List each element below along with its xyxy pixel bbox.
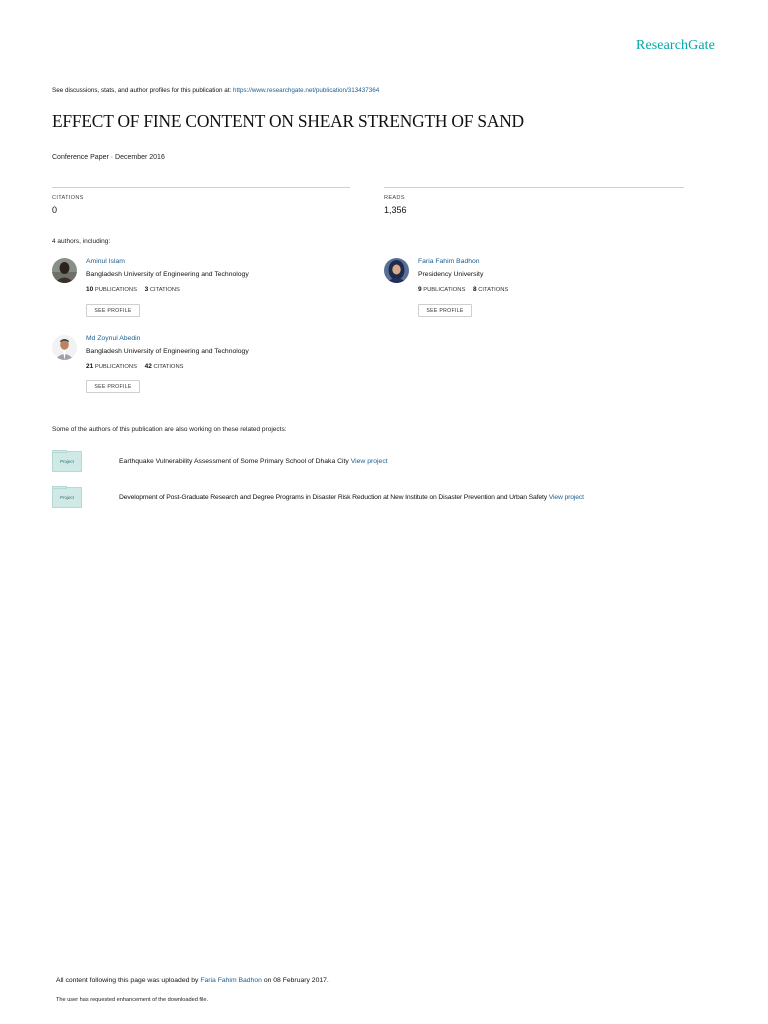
upload-suffix: on 08 February 2017.	[263, 977, 329, 984]
author-affiliation: Bangladesh University of Engineering and Technology	[86, 271, 249, 278]
reads-divider	[384, 187, 684, 188]
project-icon[interactable]	[52, 486, 82, 513]
project-icon-label: Project	[60, 495, 74, 500]
citations-label: CITATIONS	[478, 287, 509, 293]
citations-label: CITATIONS	[153, 364, 184, 370]
citations-value: 0	[52, 205, 58, 215]
publications-label: PUBLICATIONS	[94, 287, 137, 293]
view-project-link[interactable]: View project	[548, 494, 584, 501]
publication-url-link[interactable]: https://www.researchgate.net/publication/313437364	[232, 87, 380, 94]
related-projects-heading: Some of the authors of this publication are also working on these related projects:	[52, 426, 287, 433]
author-photo-icon	[52, 258, 77, 283]
upload-prefix: All content following this page was uploaded by	[56, 977, 199, 984]
publications-count: 10	[86, 286, 94, 293]
author-name-link[interactable]: Md Zoynul Abedin	[86, 335, 141, 342]
uploader-link[interactable]: Faria Fahim Badhon	[200, 977, 262, 984]
author-stats	[86, 363, 184, 370]
publications-count: 21	[86, 363, 94, 370]
author-photo-icon	[384, 258, 409, 283]
see-profile-button[interactable]: SEE PROFILE	[86, 380, 140, 393]
reads-value: 1,356	[384, 205, 407, 215]
researchgate-logo[interactable]: ResearchGate	[636, 38, 715, 53]
publications-label: PUBLICATIONS	[94, 364, 137, 370]
paper-type-date: Conference Paper · December 2016	[52, 154, 165, 161]
see-profile-button[interactable]: SEE PROFILE	[418, 304, 472, 317]
publications-label: PUBLICATIONS	[423, 287, 466, 293]
author-photo-icon	[52, 335, 77, 360]
author-stats	[418, 286, 508, 293]
citations-label: CITATIONS	[52, 195, 84, 201]
author-stats	[86, 286, 180, 293]
view-project-link[interactable]: View project	[350, 458, 388, 465]
project-title: Development of Post-Graduate Research and Degree Programs in Disaster Risk Reduction at New Institute on Disaster Prevention and Urban Safety	[119, 494, 548, 501]
citations-label: CITATIONS	[149, 287, 180, 293]
author-affiliation: Bangladesh University of Engineering and Technology	[86, 348, 249, 355]
see-profile-button[interactable]: SEE PROFILE	[86, 304, 140, 317]
enhancement-note: The user has requested enhancement of the downloaded file.	[56, 997, 209, 1003]
upload-notice	[56, 977, 329, 984]
discussion-line	[52, 87, 379, 94]
authors-heading: 4 authors, including:	[52, 238, 111, 245]
citations-count: 8	[472, 286, 477, 293]
project-icon-label: Project	[60, 459, 74, 464]
author-name-link[interactable]: Aminul Islam	[86, 258, 125, 265]
author-name-link[interactable]: Faria Fahim Badhon	[418, 258, 480, 265]
project-icon[interactable]	[52, 450, 82, 477]
citations-count: 42	[144, 363, 152, 370]
paper-title: EFFECT OF FINE CONTENT ON SHEAR STRENGTH OF SAND	[52, 111, 524, 131]
reads-label: READS	[384, 195, 405, 201]
avatar[interactable]	[384, 258, 409, 283]
avatar[interactable]	[52, 335, 77, 360]
citations-count: 3	[144, 286, 149, 293]
project-item	[119, 494, 584, 501]
author-affiliation: Presidency University	[418, 271, 484, 278]
avatar[interactable]	[52, 258, 77, 283]
project-item	[119, 458, 388, 465]
discussion-prefix: See discussions, stats, and author profiles for this publication at:	[52, 87, 232, 94]
project-title: Earthquake Vulnerability Assessment of Some Primary School of Dhaka City	[119, 458, 349, 465]
citations-divider	[52, 187, 350, 188]
publications-count: 9	[418, 286, 422, 293]
